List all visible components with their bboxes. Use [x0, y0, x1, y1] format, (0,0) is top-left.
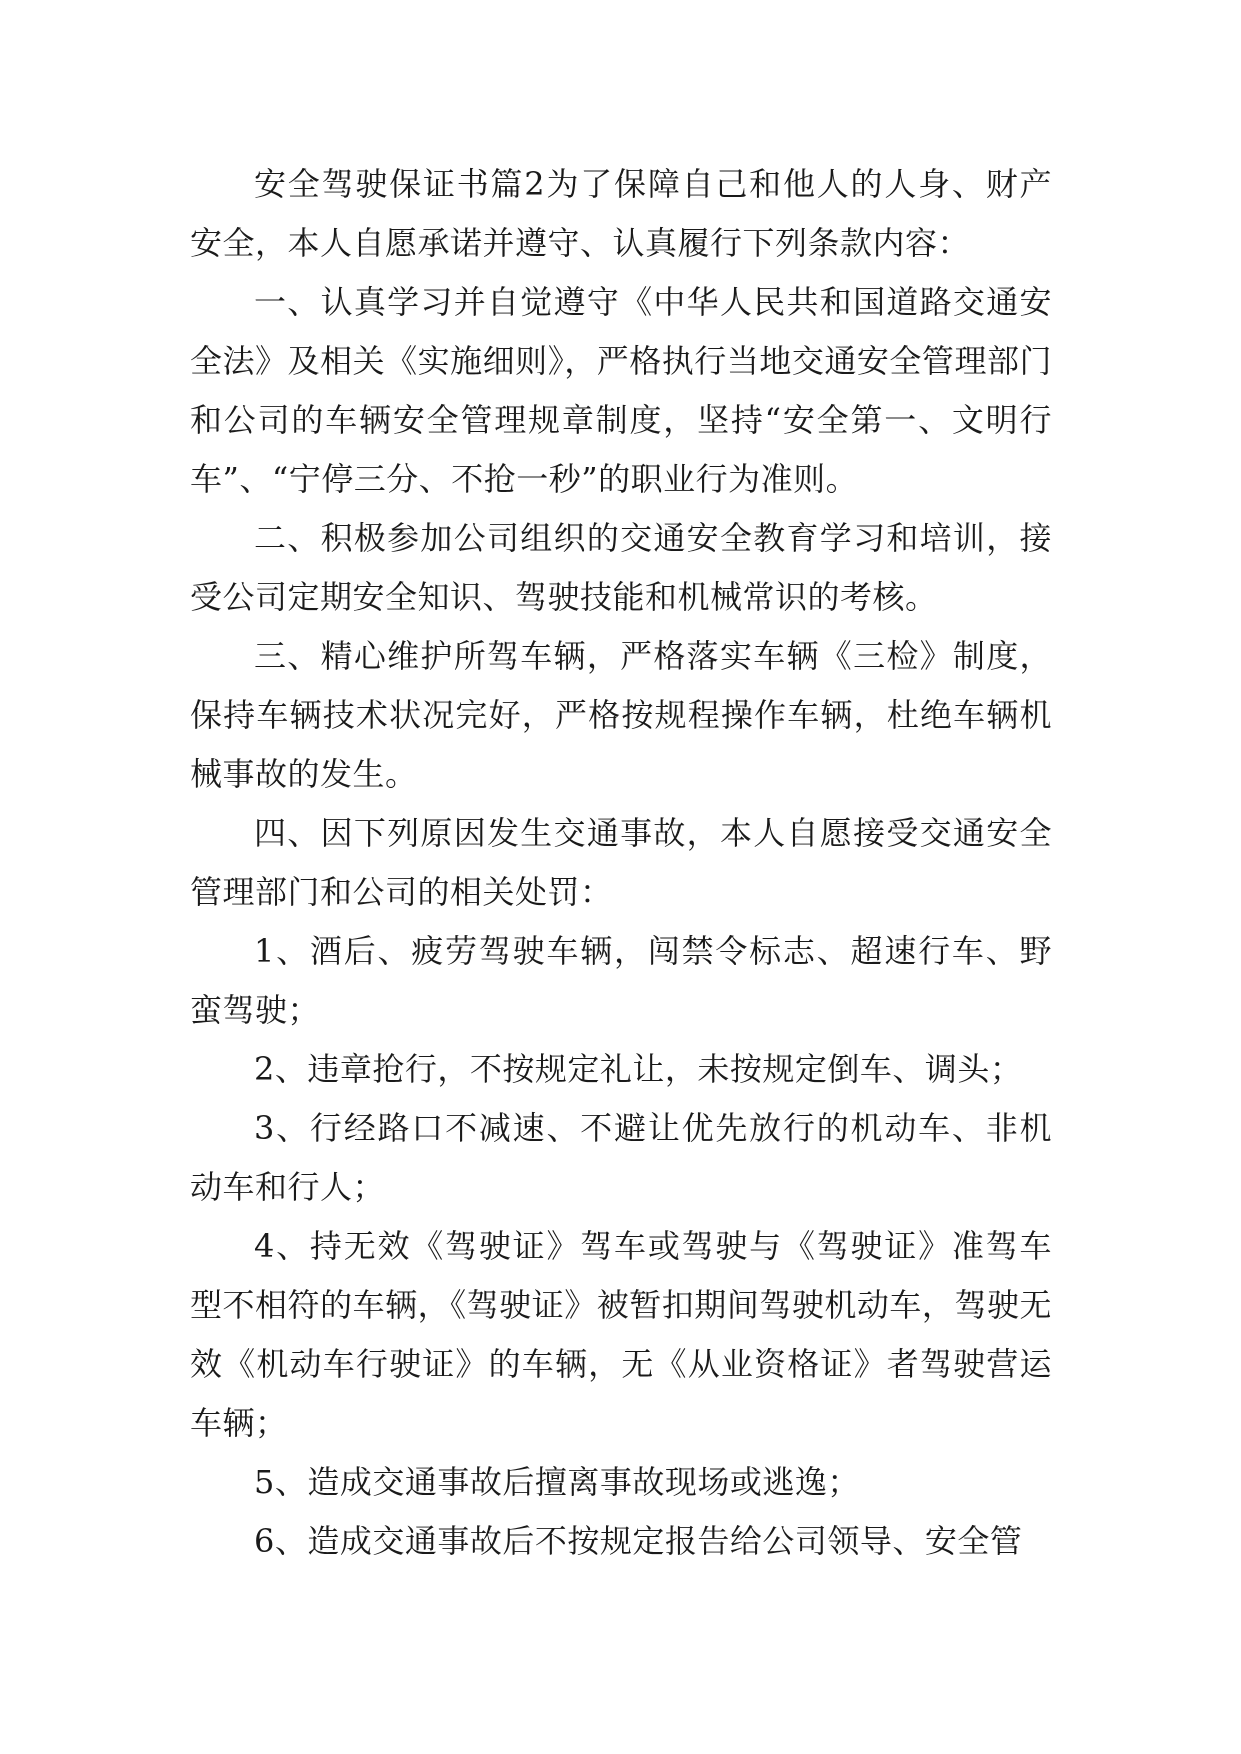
list-item-3: 3、行经路口不减速、不避让优先放行的机动车、非机动车和行人；: [190, 1109, 1052, 1206]
list-item-6: 6、造成交通事故后不按规定报告给公司领导、安全管: [254, 1522, 1023, 1560]
list-item-5: 5、造成交通事故后擅离事故现场或逃逸；: [254, 1463, 860, 1501]
list-item-4: 4、持无效《驾驶证》驾车或驾驶与《驾驶证》准驾车型不相符的车辆，《驾驶证》被暂扣期间驾驶机动车，驾驶无效《机动车行驶证》的车辆，无《从业资格证》者驾驶营运车辆；: [190, 1227, 1052, 1442]
paragraph-item-3: 三、精心维护所驾车辆，严格落实车辆《三检》制度，保持车辆技术状况完好，严格按规程操作车辆，杜绝车辆机械事故的发生。: [190, 637, 1052, 793]
list-item-2: 2、违章抢行，不按规定礼让，未按规定倒车、调头；: [254, 1050, 1023, 1088]
paragraph-intro: 安全驾驶保证书篇2为了保障自己和他人的人身、财产安全，本人自愿承诺并遵守、认真履行下列条款内容：: [190, 165, 1052, 262]
document-body: [190, 155, 1052, 1571]
list-item-1: 1、酒后、疲劳驾驶车辆，闯禁令标志、超速行车、野蛮驾驶；: [190, 932, 1052, 1029]
paragraph-item-2: 二、积极参加公司组织的交通安全教育学习和培训，接受公司定期安全知识、驾驶技能和机械常识的考核。: [190, 519, 1052, 616]
paragraph-item-1: 一、认真学习并自觉遵守《中华人民共和国道路交通安全法》及相关《实施细则》，严格执行当地交通安全管理部门和公司的车辆安全管理规章制度，坚持“安全第一、文明行车”、“宁停三分、不抢一秒”的职业行为准则。: [190, 283, 1052, 498]
paragraph-item-4: 四、因下列原因发生交通事故，本人自愿接受交通安全管理部门和公司的相关处罚：: [190, 814, 1052, 911]
